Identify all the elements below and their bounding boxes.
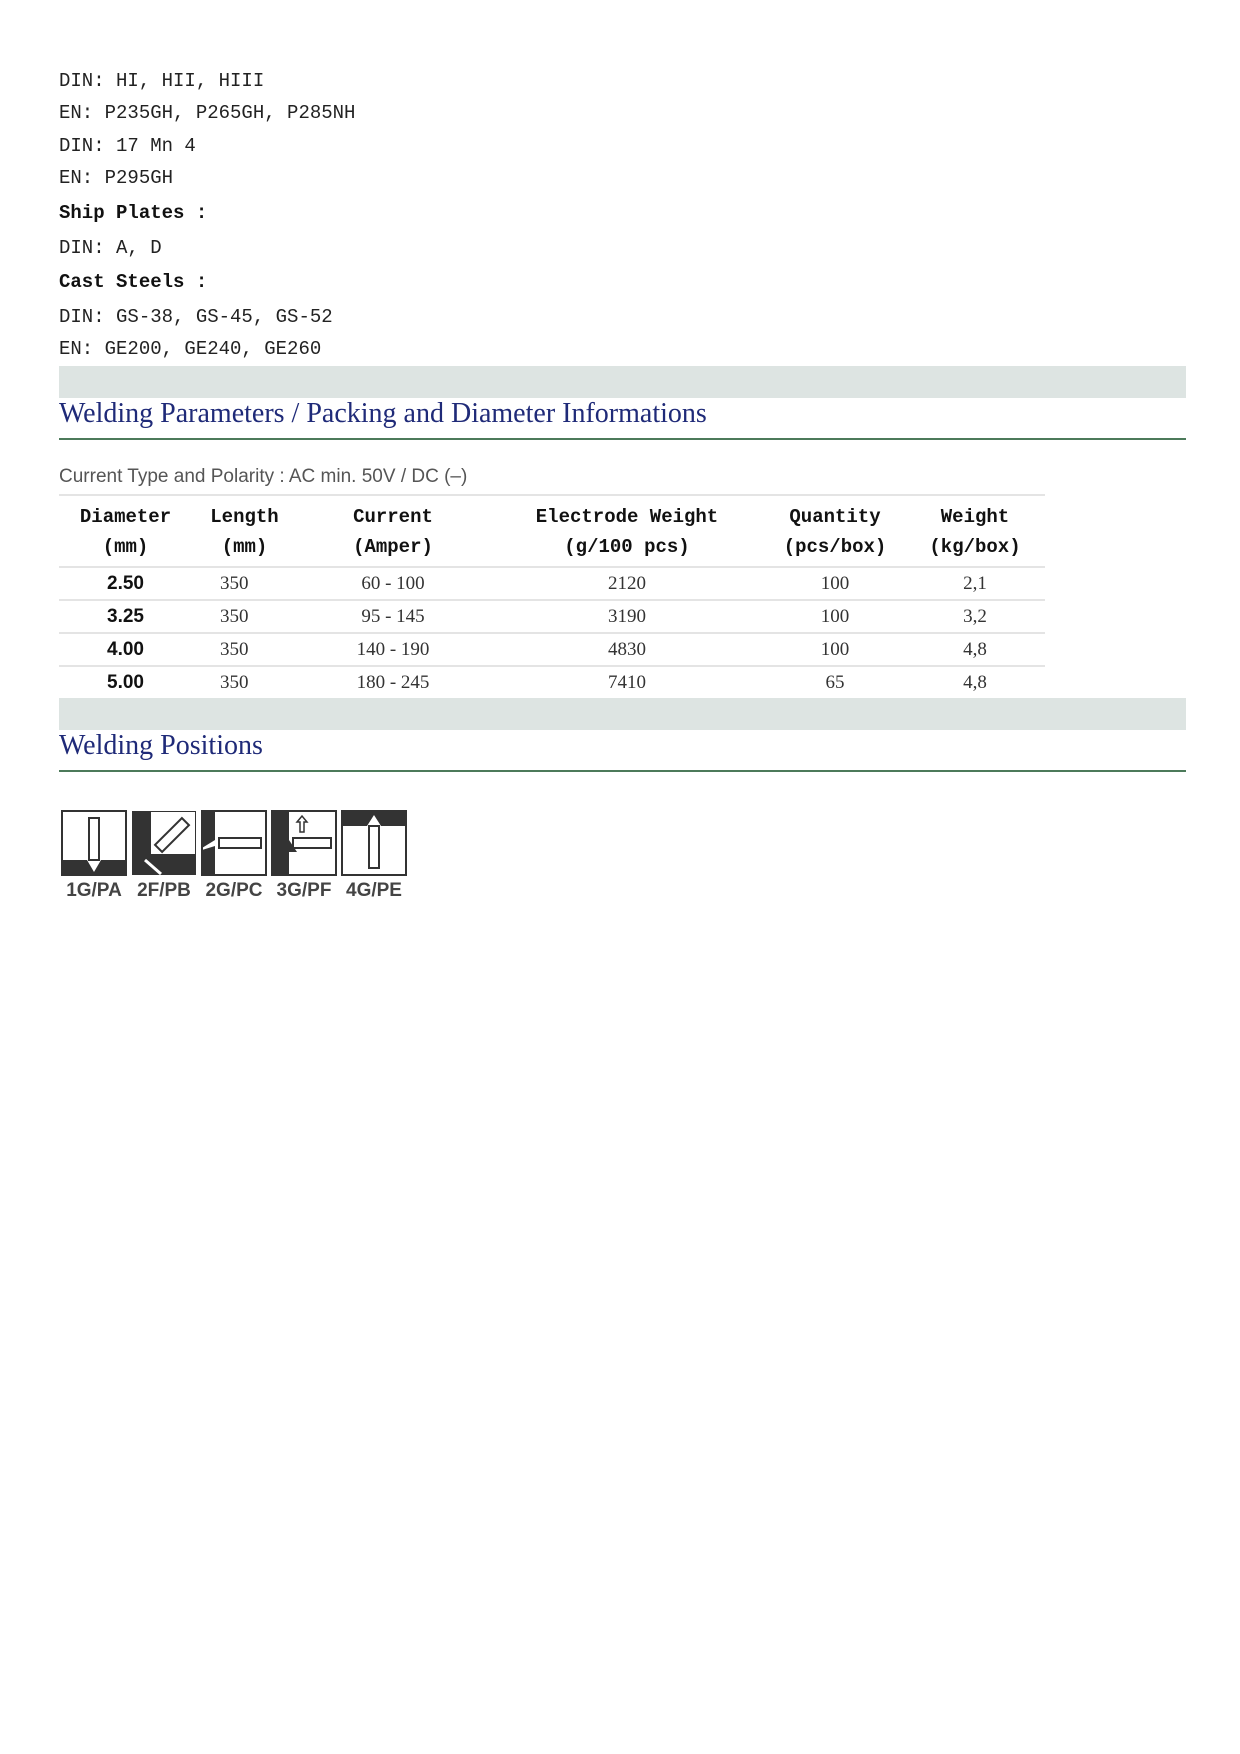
table-row	[59, 600, 1045, 633]
column-unit: (Amper)	[353, 536, 433, 558]
table-header-row	[59, 495, 1045, 567]
position-label: 3G/PF	[276, 880, 332, 901]
cell-quantity: 100	[765, 600, 905, 633]
cell-diameter: 5.00	[59, 666, 192, 699]
vertical-up-icon	[271, 810, 337, 876]
cell-quantity: 100	[765, 633, 905, 666]
position-label: 2F/PB	[137, 880, 191, 901]
table-row	[59, 666, 1045, 699]
column-unit: (g/100 pcs)	[564, 536, 690, 558]
cell-diameter: 4.00	[59, 633, 192, 666]
cell-length: 350	[192, 666, 297, 699]
standards-line: EN: P295GH	[59, 167, 174, 189]
welding-position	[130, 810, 198, 902]
column-header	[489, 495, 765, 567]
cell-current: 180 - 245	[297, 666, 489, 699]
cell-weight: 4,8	[905, 666, 1045, 699]
welding-position	[60, 810, 128, 902]
table-row	[59, 633, 1045, 666]
cell-weight: 2,1	[905, 567, 1045, 600]
column-header	[192, 495, 297, 567]
welding-position	[200, 810, 268, 902]
flat-position-icon	[61, 810, 127, 876]
column-name: Quantity	[789, 506, 881, 528]
column-header	[765, 495, 905, 567]
column-name: Weight	[940, 506, 1010, 528]
cell-length: 350	[192, 600, 297, 633]
cell-quantity: 65	[765, 666, 905, 699]
cell-diameter: 2.50	[59, 567, 192, 600]
table-body	[59, 567, 1045, 699]
standards-line: DIN: A, D	[59, 237, 162, 259]
cell-weight: 3,2	[905, 600, 1045, 633]
column-name: Length	[210, 506, 279, 528]
welding-position	[270, 810, 338, 902]
welding-position	[340, 810, 408, 902]
column-name: Electrode Weight	[535, 506, 719, 528]
standards-line: DIN: GS-38, GS-45, GS-52	[59, 306, 333, 328]
standards-line: EN: GE200, GE240, GE260	[59, 338, 322, 360]
parameters-table	[59, 494, 1045, 700]
column-header	[297, 495, 489, 567]
cell-current: 60 - 100	[297, 567, 489, 600]
parameters-heading: Welding Parameters / Packing and Diameter Informations	[59, 398, 1186, 440]
cell-electrode-weight: 3190	[489, 600, 765, 633]
standards-line: DIN: HI, HII, HIII	[59, 70, 265, 92]
column-unit: (mm)	[102, 536, 149, 558]
column-header	[905, 495, 1045, 567]
horizontal-position-icon	[201, 810, 267, 876]
table-row	[59, 567, 1045, 600]
column-name: Diameter	[79, 506, 172, 528]
current-type-note: Current Type and Polarity : AC min. 50V / DC (–)	[59, 466, 468, 487]
cell-electrode-weight: 4830	[489, 633, 765, 666]
standards-subheading: Cast Steels :	[59, 271, 208, 293]
column-header	[59, 495, 192, 567]
welding-positions	[60, 810, 408, 902]
standards-line: DIN: 17 Mn 4	[59, 135, 196, 157]
column-unit: (mm)	[221, 536, 268, 558]
horizontal-fillet-icon	[131, 810, 197, 876]
column-unit: (pcs/box)	[783, 536, 887, 558]
standards-subheading: Ship Plates :	[59, 202, 208, 224]
cell-quantity: 100	[765, 567, 905, 600]
overhead-position-icon	[341, 810, 407, 876]
position-label: 1G/PA	[66, 880, 122, 901]
cell-length: 350	[192, 567, 297, 600]
cell-current: 95 - 145	[297, 600, 489, 633]
standards-line: EN: P235GH, P265GH, P285NH	[59, 102, 356, 124]
position-label: 4G/PE	[346, 880, 402, 901]
positions-heading: Welding Positions	[59, 730, 1186, 772]
cell-length: 350	[192, 633, 297, 666]
section-band	[59, 698, 1186, 730]
column-unit: (kg/box)	[929, 536, 1021, 558]
cell-weight: 4,8	[905, 633, 1045, 666]
cell-diameter: 3.25	[59, 600, 192, 633]
column-name: Current	[353, 506, 433, 528]
section-band	[59, 366, 1186, 398]
position-label: 2G/PC	[205, 880, 263, 901]
cell-electrode-weight: 2120	[489, 567, 765, 600]
cell-electrode-weight: 7410	[489, 666, 765, 699]
cell-current: 140 - 190	[297, 633, 489, 666]
